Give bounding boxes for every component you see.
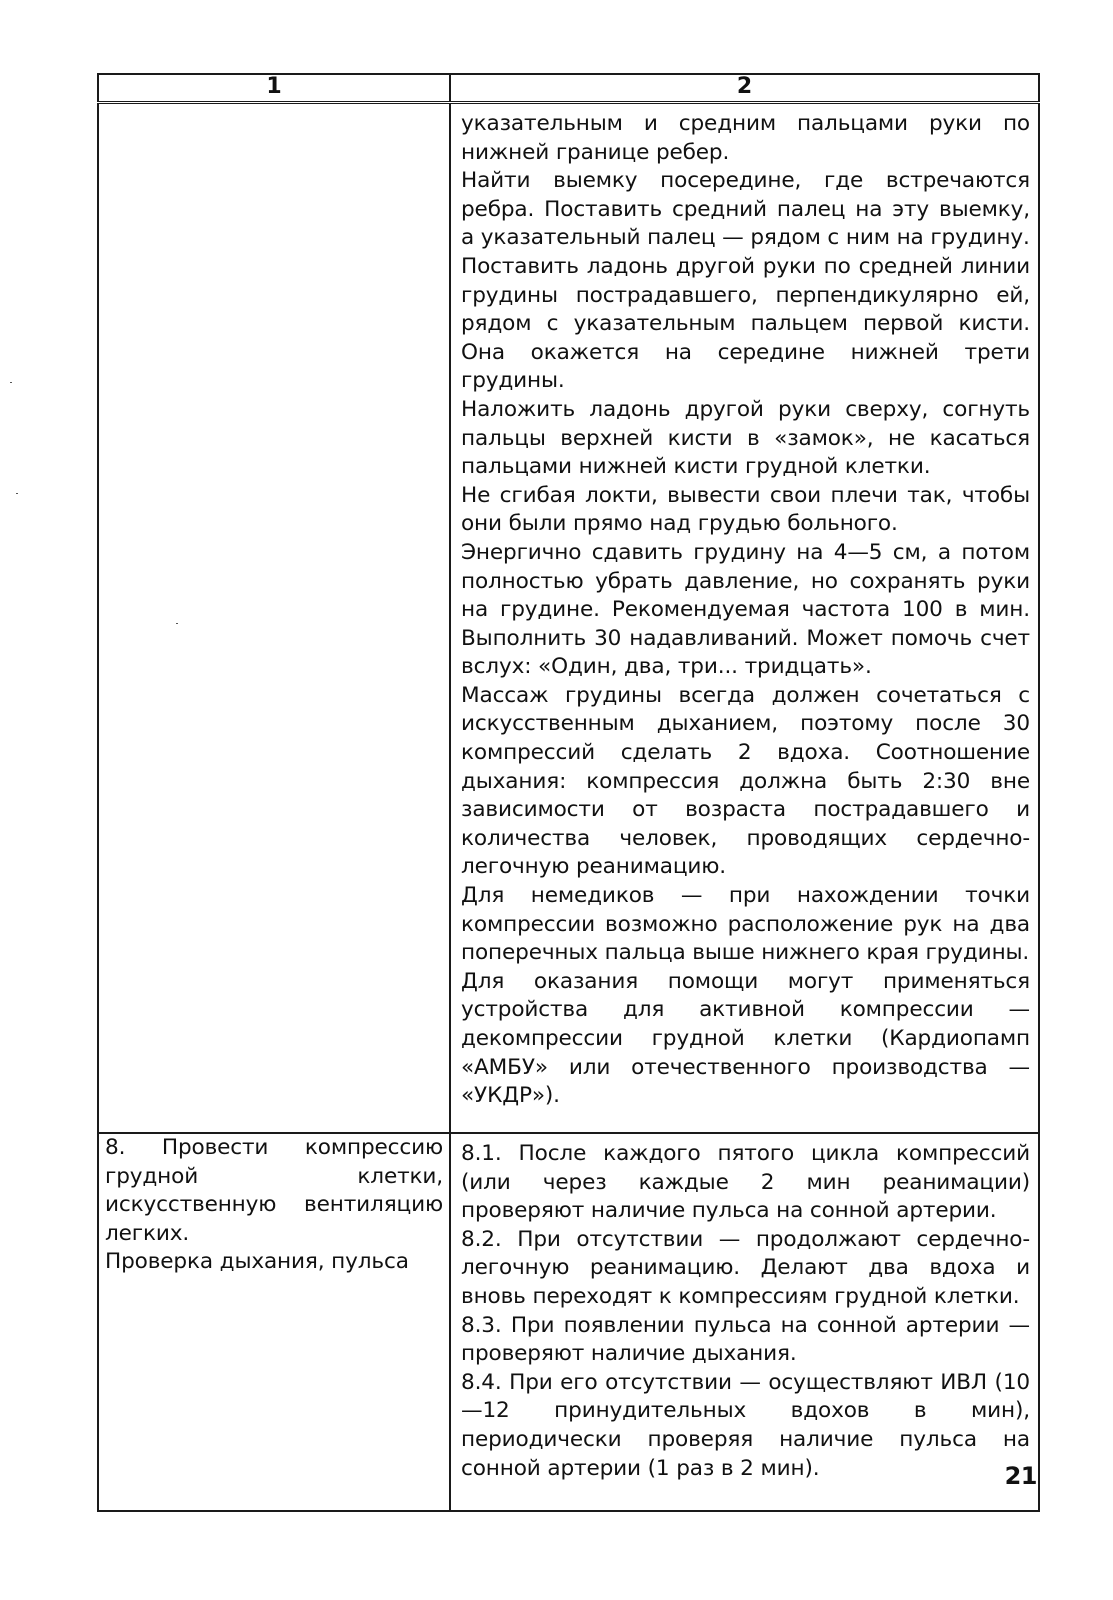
step-subtitle: Проверка дыхания, пульса [105, 1249, 409, 1275]
substep-8-2: 8.2. При отсутствии — продолжают сердечно-легочную реанимацию. Делают два вдоха и вновь переходят к компрессиям грудной клетки. [461, 1226, 1030, 1309]
row1-description-cell [450, 103, 1039, 1134]
row1-paragraph: Найти выемку посередине, где встречаются ребра. Поставить средний палец на эту выемку, а указательный палец — рядом с ним на грудину. [461, 168, 1030, 251]
page-number: 21 [1004, 1462, 1037, 1490]
row1-paragraph: Поставить ладонь другой руки по средней линии грудины пострадавшего, перпендикулярно ей, рядом с указательным пальцем первой кисти. Она окажется на середине нижней трети грудины. [461, 253, 1030, 394]
row1-paragraph: Массаж грудины всегда должен сочетаться с искусственным дыханием, поэтому после 30 компрессий сделать 2 вдоха. Соотношение дыхания: компрессия должна быть 2:30 вне зависимости от возраста пострадавшего и количества человек, проводящих сердечно-легочную реанимацию. [461, 682, 1030, 880]
row1-paragraph: Не сгибая локти, вывести свои плечи так, чтобы они были прямо над грудью больного. [461, 482, 1030, 537]
column-header-2: 2 [450, 74, 1039, 103]
row1-paragraph: Для оказания помощи могут применяться устройства для активной компрессии — декомпрессии грудной клетки (Кардиопамп «АМБУ» или отечественного производства — «УКДР»). [461, 968, 1030, 1109]
table-row [98, 103, 1039, 1134]
scan-speck [16, 493, 18, 494]
row2-step-cell [98, 1133, 450, 1511]
substep-8-3: 8.3. При появлении пульса на сонной артерии — проверяют наличие дыхания. [461, 1312, 1030, 1367]
row1-step-cell [98, 103, 450, 1134]
column-header-1: 1 [98, 74, 450, 103]
substep-8-1: 8.1. После каждого пятого цикла компрессий (или через каждые 2 мин реанимации) проверяют наличие пульса на сонной артерии. [461, 1141, 1030, 1224]
scan-speck [176, 623, 178, 624]
row1-paragraph: Наложить ладонь другой руки сверху, согнуть пальцы верхней кисти в «замок», не касаться пальцами нижней кисти грудной клетки. [461, 396, 1030, 480]
row1-paragraph: Для немедиков — при нахождении точки компрессии возможно расположение рук на два поперечных пальца выше нижнего края грудины. [461, 883, 1030, 966]
row1-paragraph: указательным и средним пальцами руки по нижней границе ребер. [461, 111, 1030, 165]
substep-8-4: 8.4. При его отсутствии — осуществляют ИВЛ (10—12 принудительных вдохов в мин), периодически проверяя наличие пульса на сонной артерии (1 раз в 2 мин). [461, 1369, 1030, 1481]
table-header-row [98, 74, 1039, 103]
row1-paragraph: Энергично сдавить грудину на 4—5 см, а потом полностью убрать давление, но сохранять руки на грудине. Рекомендуемая частота 100 в мин. Выполнить 30 надавливаний. Может помочь счет вслух: «Один, два, три... тридцать». [461, 539, 1030, 680]
step-title: 8. Провести компрессию грудной клетки, искусственную вентиляцию легких. [105, 1135, 443, 1246]
instruction-table [97, 73, 1040, 1512]
scan-speck [10, 382, 12, 383]
table-row [98, 1133, 1039, 1511]
row2-description-cell [450, 1133, 1039, 1511]
